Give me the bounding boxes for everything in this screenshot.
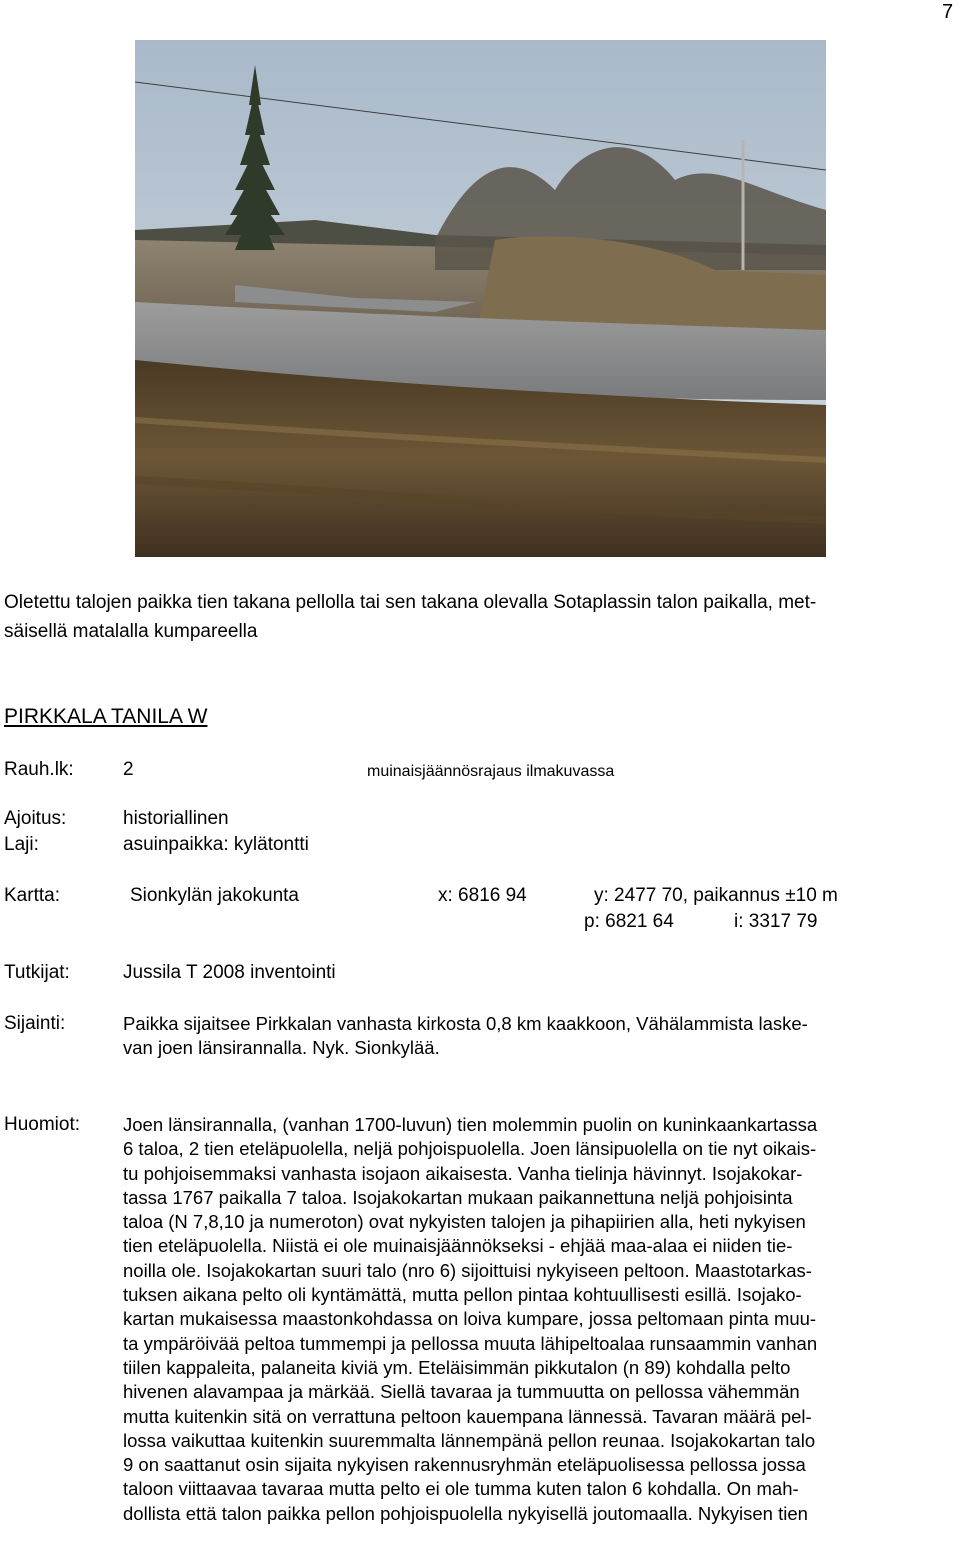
kartta-label: Kartta: <box>4 885 60 906</box>
huomiot-line: tu pohjoisemmaksi vanhasta isojaon aikaisesta. Vanha tielinja hävinnyt. Isojakokar- <box>123 1162 803 1184</box>
huomiot-line: tien eteläpuolella. Niistä ei ole muinaisjäännökseksi - ehjää maa-alaa ei niiden tie- <box>123 1235 793 1257</box>
huomiot-line: mutta kuitenkin sitä on verrattuna peltoon kauempana lännessä. Tavaran määrä pel- <box>123 1405 812 1427</box>
laji-label: Laji: <box>4 834 39 855</box>
huomiot-line: tassa 1767 paikalla 7 taloa. Isojakokartan mukaan paikannettuna neljä pohjoisinta <box>123 1186 793 1208</box>
huomiot-line: tuksen aikana pelto oli kyntämättä, mutta pellon pintaa kohtuullisesti esillä. Isojako- <box>123 1284 802 1306</box>
tutkijat-value: Jussila T 2008 inventointi <box>123 962 336 983</box>
kartta-value: Sionkylän jakokunta <box>130 885 299 906</box>
huomiot-line: dollista että talon paikka pellon pohjoispuolella nykyisellä joutomaalla. Nykyisen tien <box>123 1502 808 1524</box>
site-photo <box>135 40 826 557</box>
rauh-note: muinaisjäännösrajaus ilmakuvassa <box>367 763 615 780</box>
sijainti-text <box>123 1012 808 1060</box>
huomiot-line: taloon viittaavaa tavaraa mutta pelto ei ole tumma kuten talon 6 kohdalla. On mah- <box>123 1478 799 1500</box>
caption-line-2: säisellä matalalla kumpareella <box>4 621 258 642</box>
huomiot-line: 6 taloa, 2 tien eteläpuolella, neljä pohjoispuolella. Joen länsipuolella on tie nyt oikais- <box>123 1138 817 1160</box>
huomiot-line: taloa (N 7,8,10 ja numeroton) ovat nykyisten talojen ja pihapiirien alla, heti nykyisen <box>123 1211 806 1233</box>
rauh-label: Rauh.lk: <box>4 759 74 780</box>
sijainti-line: Paikka sijaitsee Pirkkalan vanhasta kirkosta 0,8 km kaakkoon, Vähälammista laske- <box>123 1013 808 1034</box>
rauh-value: 2 <box>123 759 134 780</box>
huomiot-label: Huomiot: <box>4 1114 81 1135</box>
page-number: 7 <box>942 1 954 23</box>
site-title: PIRKKALA TANILA W <box>4 705 208 728</box>
ajoitus-label: Ajoitus: <box>4 808 67 829</box>
huomiot-line: noilla ole. Isojakokartan suuri talo (nro 6) sijoittuisi nykyiseen peltoon. Maastotarkas- <box>123 1259 812 1281</box>
huomiot-line: tiilen kappaleita, palaneita kiviä ym. Eteläisimmän pikkutalon (n 89) kohdalla pelto <box>123 1356 791 1378</box>
huomiot-line: ta ympäröivää peltoa tummempi ja pellossa muuta lähipeltoalaa runsaammin vanhan <box>123 1332 818 1354</box>
laji-value: asuinpaikka: kylätontti <box>123 834 309 855</box>
photo-caption <box>4 588 956 646</box>
huomiot-line: lossa vaikuttaa kuitenkin suuremmalta lännempänä pellon reunaa. Isojakokartan talo <box>123 1429 816 1451</box>
kartta-p-coordinate: p: 6821 64 <box>584 911 674 932</box>
kartta-x-coordinate: x: 6816 94 <box>438 885 527 906</box>
sijainti-label: Sijainti: <box>4 1013 66 1034</box>
ajoitus-value: historiallinen <box>123 808 229 829</box>
huomiot-line: hivenen alavampaa ja märkää. Siellä tavaraa ja tummuutta on pellossa vähemmän <box>123 1381 800 1403</box>
landscape-photo-illustration <box>135 40 826 557</box>
huomiot-line: kartan mukaisessa maastonkohdassa on loiva kumpare, jossa peltomaan pinta muu- <box>123 1308 817 1330</box>
sijainti-line: van joen länsirannalla. Nyk. Sionkylää. <box>123 1037 440 1058</box>
kartta-y-coordinate: y: 2477 70, paikannus ±10 m <box>594 885 838 906</box>
huomiot-line: Joen länsirannalla, (vanhan 1700-luvun) tien molemmin puolin on kuninkaankartassa <box>123 1114 818 1135</box>
kartta-i-coordinate: i: 3317 79 <box>734 911 818 932</box>
huomiot-line: 9 on saattanut osin sijaita nykyisen rakennusryhmän eteläpuolisessa pellossa jossa <box>123 1454 806 1476</box>
caption-line-1: Oletettu talojen paikka tien takana pellolla tai sen takana olevalla Sotaplassin talon paikalla, met- <box>4 592 817 613</box>
tutkijat-label: Tutkijat: <box>4 962 70 983</box>
huomiot-text <box>123 1113 817 1526</box>
